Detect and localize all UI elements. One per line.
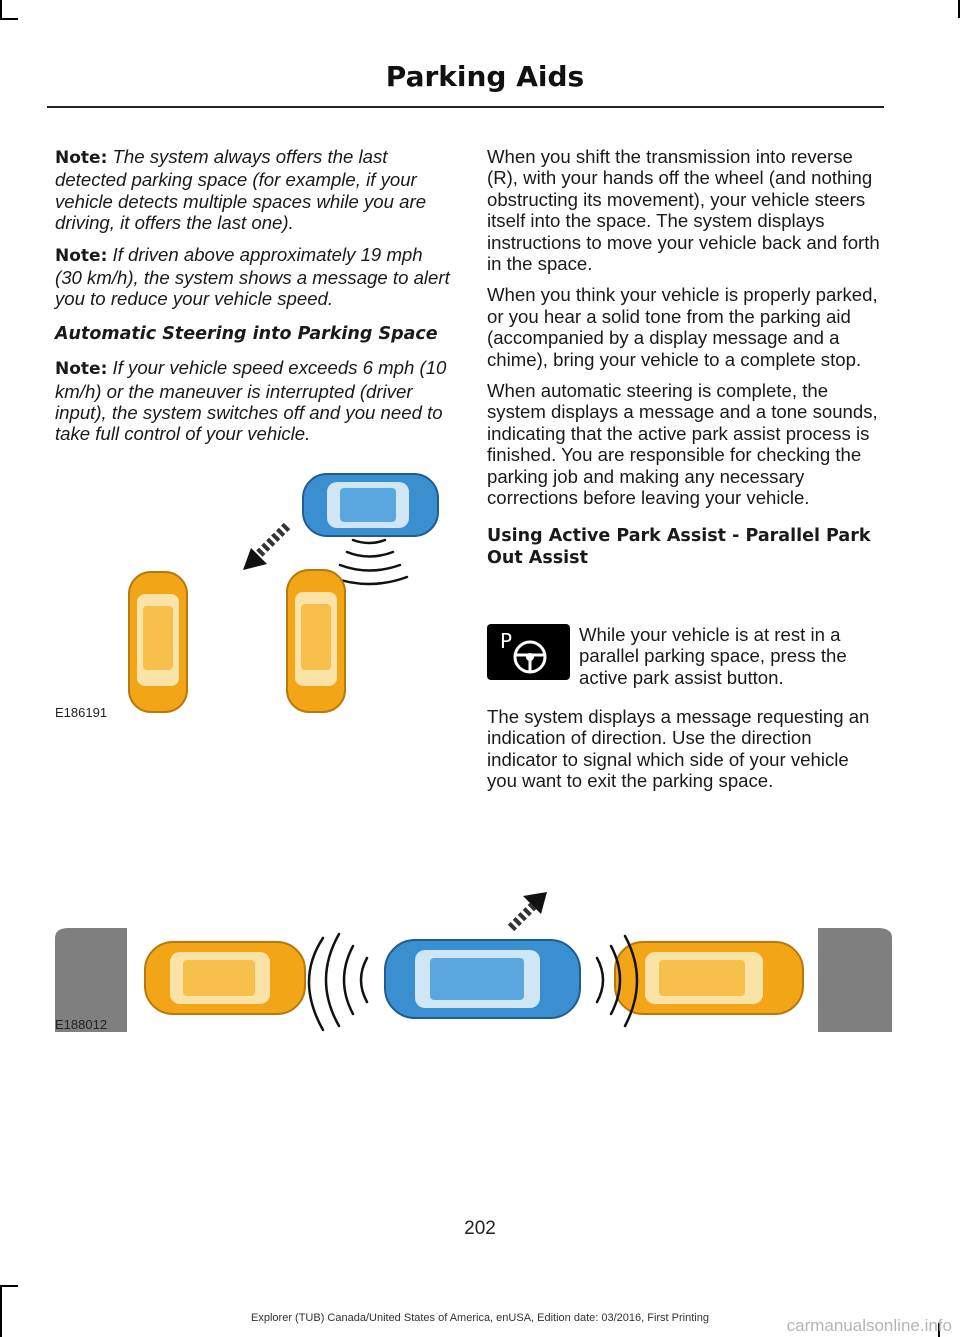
figure-code: E186191 [55, 705, 108, 720]
note-paragraph [55, 244, 450, 310]
section-subheading: Using Active Park Assist - Parallel Park Out Assist [487, 525, 871, 568]
note-text: If your vehicle speed exceeds 6 mph (10 km/h) or the maneuver is interrupted (driver input), the system switches off and you need to take full control of your vehicle. [55, 357, 447, 445]
direction-arrow [511, 892, 547, 928]
body-paragraph: When automatic steering is complete, the system displays a message and a tone sounds, indicating that the active park assist process is finished. You are responsible for checking the parking job and making any necessary corrections before leaving your vehicle. [487, 380, 878, 509]
crop-mark [0, 0, 2, 18]
page-title: Parking Aids [385, 60, 585, 93]
orange-car [145, 942, 305, 1014]
park-assist-button-instruction [487, 624, 882, 694]
note-paragraph [55, 357, 450, 445]
parking-illustration [55, 466, 450, 731]
figure-park-out [55, 880, 892, 1035]
blue-car [303, 474, 438, 536]
button-instruction-text: While your vehicle is at rest in a parallel parking space, press the active park assist button. [579, 624, 847, 688]
park-assist-button-icon [487, 624, 570, 680]
orange-car [129, 572, 187, 712]
crop-mark [0, 18, 18, 20]
sensor-waves [331, 540, 407, 584]
note-label: Note: [55, 148, 108, 168]
section-subheading: Automatic Steering into Parking Space [55, 323, 438, 344]
right-column [487, 146, 882, 583]
figure-code: E188012 [55, 1017, 108, 1032]
blue-car [385, 940, 580, 1018]
header-divider [47, 106, 884, 108]
body-paragraph: The system displays a message requesting an indication of direction. Use the direction indicator to signal which side of your vehicle you want to exit the parking space. [487, 706, 870, 792]
figure-parking-space [55, 466, 450, 731]
page-number: 202 [464, 1218, 496, 1239]
left-column [55, 146, 450, 455]
note-text: The system always offers the last detected parking space (for example, if your vehicle detects multiple spaces while you are driving, it offers the last one). [55, 146, 427, 234]
orange-car [287, 570, 345, 712]
body-paragraph: When you think your vehicle is properly parked, or you hear a solid tone from the parking aid (accompanied by a display message and a chime), bring your vehicle to a complete stop. [487, 284, 878, 370]
note-label: Note: [55, 359, 108, 380]
note-label: Note: [55, 245, 108, 266]
note-paragraph [55, 146, 450, 234]
orange-car [615, 942, 803, 1014]
svg-text:P: P [500, 629, 513, 653]
body-paragraph: When you shift the transmission into reverse (R), with your hands off the wheel (and nothing obstructing its movement), your vehicle steers itself into the space. The system displays instructions to move your vehicle back and forth in the space. [487, 146, 880, 275]
watermark: carmanualsonline.info [786, 1316, 952, 1335]
park-out-illustration [55, 880, 892, 1035]
direction-arrow [243, 526, 287, 570]
edition-footer: Explorer (TUB) Canada/United States of America, enUSA, Edition date: 03/2016, First Printing [251, 1312, 709, 1324]
crop-mark [0, 1285, 18, 1287]
note-text: If driven above approximately 19 mph (30 km/h), the system shows a message to alert you to reduce your vehicle speed. [55, 243, 450, 310]
